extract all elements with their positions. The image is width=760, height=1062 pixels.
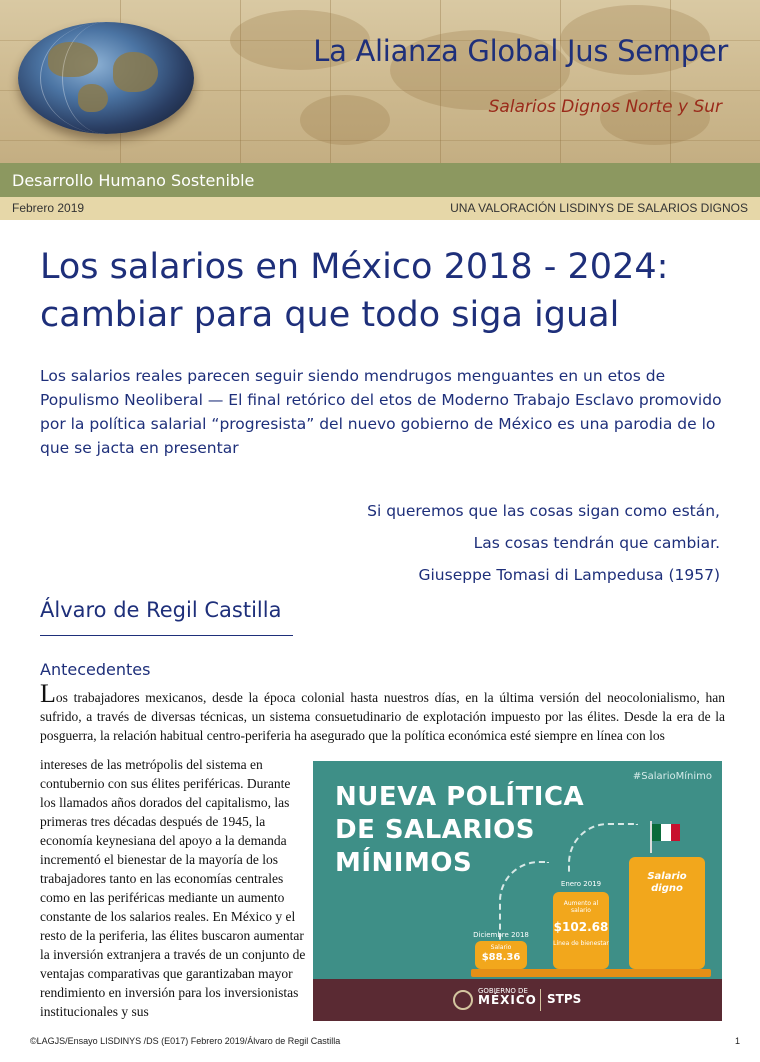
bar1-date: Diciembre 2018 [473, 931, 529, 939]
author-underline [40, 635, 293, 636]
bar1-caption: Salario [490, 944, 512, 951]
bar-january-2019 [553, 892, 609, 969]
bar3-label-line-2: digno [651, 883, 683, 894]
hashtag: #SalarioMínimo [632, 771, 712, 782]
series-name: UNA VALORACIÓN LISDINYS DE SALARIOS DIGNOS [450, 201, 748, 215]
page-number: 1 [734, 1036, 740, 1046]
header-banner [0, 0, 760, 163]
headline-line-3: MÍNIMOS [335, 848, 473, 878]
section-heading: Antecedentes [40, 660, 151, 679]
author-name: Álvaro de Regil Castilla [40, 598, 282, 622]
agency-name: STPS [547, 992, 582, 1006]
epigraph-line-1: Si queremos que las cosas sigan como están, [367, 502, 720, 520]
headline-line-2: DE SALARIOS [335, 815, 535, 845]
body-text-full: os trabajadores mexicanos, desde la época colonial hasta nuestros días, en la última versión del neocolonialismo, han sufrido, a través de diversas técnicas, un sistema consuetudinario de explotación impuesto por las élites. Desde la era de la posguerra, la relación habitual centro-periferia ha asegurado que la política económica esté siempre en línea con los [40, 690, 725, 743]
bar-baseline [471, 969, 711, 977]
publication-date: Febrero 2019 [12, 201, 85, 215]
government-seal-icon [453, 990, 473, 1010]
bar2-note: Línea de bienestar [553, 940, 609, 947]
globe-meridian [40, 22, 172, 134]
bar3-label-line-1: Salario [647, 871, 687, 882]
minimum-wage-infographic [313, 761, 722, 1021]
bar2-caption: Aumento al salario [563, 900, 599, 914]
program-band [0, 163, 760, 197]
article-title [40, 243, 740, 339]
title-line-1: Los salarios en México 2018 - 2024: [40, 247, 669, 287]
title-line-2: cambiar para que todo siga igual [40, 295, 620, 335]
program-name: Desarrollo Humano Sostenible [12, 171, 255, 190]
page-footer [30, 1036, 740, 1046]
meta-strip [0, 197, 760, 220]
headline-line-1: NUEVA POLÍTICA [335, 782, 585, 812]
government-footer [313, 979, 722, 1021]
bar-december-2018 [475, 941, 527, 969]
epigraph-line-2: Las cosas tendrán que cambiar. [473, 534, 720, 552]
body-paragraph-column: intereses de las metrópolis del sistema en contubernio con sus élites periféricas. Durante los llamados años dorados del capitalismo, las primeras tres décadas después de 1945, la economía keynesiana del apoyo a la demanda incrementó el bienestar de la mayoría de los trabajadores tanto en las economías centrales como en las periféricas mediante un aumento constante de los salarios reales. En México y el resto de la periferia, las élites buscaron aumentar la inversión extranjera a través de un conjunto de ventajas comparativas que garantizaban mayor rendimiento en inversión para los inversionistas institucionales y sus [40, 757, 306, 1019]
citation: ©LAGJS/Ensayo LISDINYS /DS (E017) Febrero 2019/Álvaro de Regil Castilla [30, 1036, 341, 1046]
government-logo-text [478, 987, 537, 1007]
bar2-value: $102.68 [553, 920, 609, 934]
bar1-value: $88.36 [481, 952, 521, 963]
gob-big: MÉXICO [478, 993, 537, 1007]
organization-name: La Alianza Global Jus Semper [313, 34, 728, 68]
footer-divider [540, 989, 541, 1011]
article-deck: Los salarios reales parecen seguir siendo mendrugos menguantes en un etos de Populismo Neoliberal — El final retórico del etos de Moderno Trabajo Esclavo promovido por la política salarial “progresista” del nuevo gobierno de México es una parodia de lo que se jacta en presentar [40, 367, 722, 457]
map-landmass [300, 95, 390, 145]
bar-living-wage [629, 857, 705, 969]
drop-cap: L [40, 679, 56, 708]
organization-tagline: Salarios Dignos Norte y Sur [488, 97, 722, 117]
gob-small: GOBIERNO DE [478, 987, 528, 995]
bar2-date: Enero 2019 [560, 880, 602, 888]
mexico-flag-icon [652, 824, 680, 841]
body-paragraph-full [40, 679, 725, 745]
epigraph [367, 495, 720, 591]
epigraph-attribution: Giuseppe Tomasi di Lampedusa (1957) [418, 566, 720, 584]
globe-logo [18, 22, 194, 134]
